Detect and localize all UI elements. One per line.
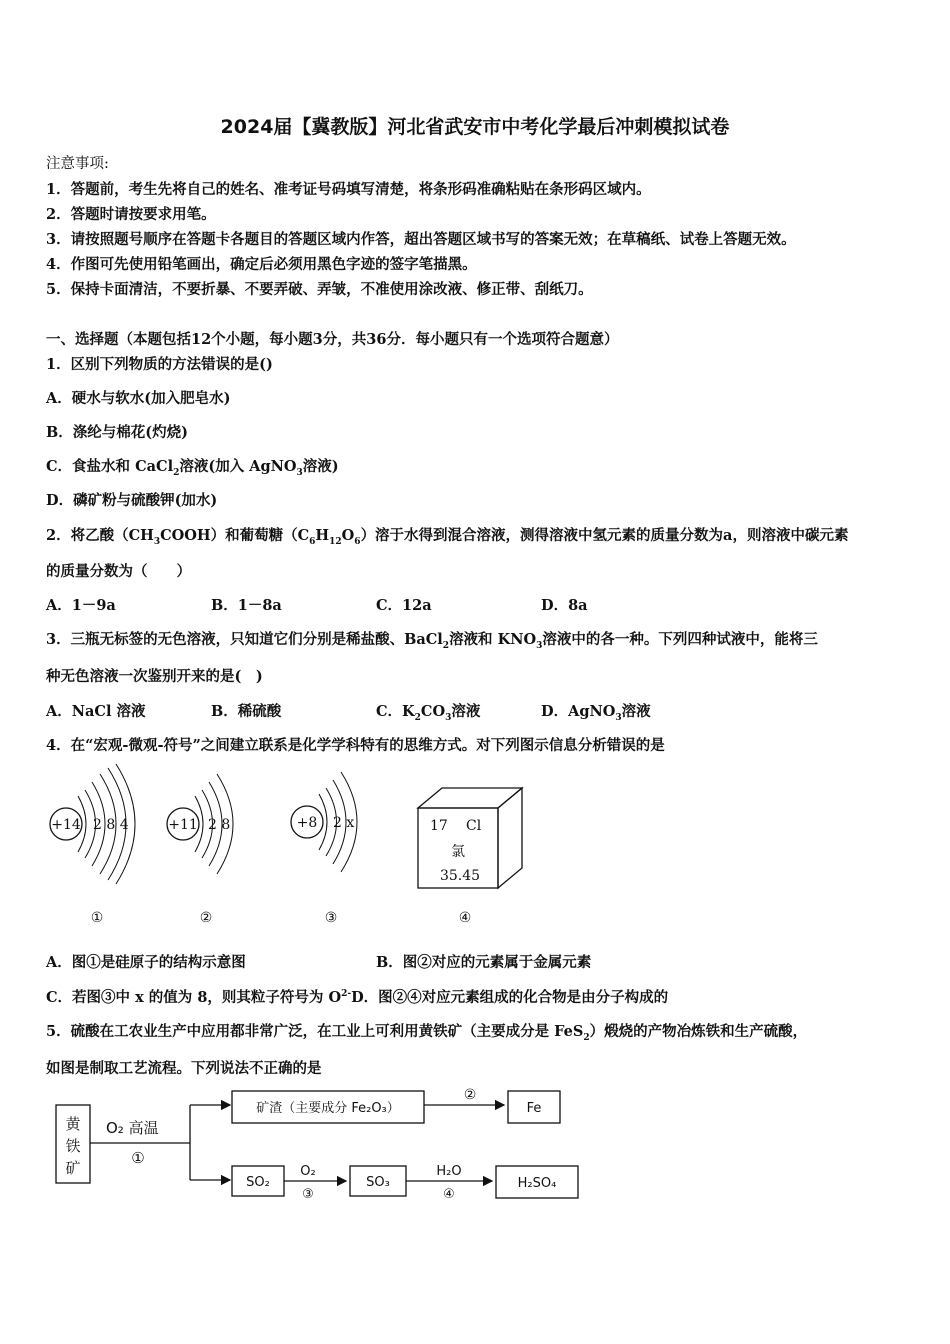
q4-figures — [40, 760, 550, 935]
q3-option-b: B．稀硫酸 — [211, 703, 282, 720]
q4-option-c-d — [46, 986, 668, 1007]
so3-label: SO₃ — [366, 1175, 390, 1190]
q2-option-c: C．12a — [376, 597, 432, 614]
notice-item-5: 5．保持卡面清洁，不要折暴、不要弄破、弄皱，不准使用涂改液、修正带、刮纸刀。 — [46, 281, 593, 298]
q4-option-c: C．若图③中 x 的值为 8，则其粒子符号为 $O^{2-}$ — [46, 989, 352, 1006]
atom2-label: ② — [199, 910, 213, 926]
q3-stem: 3．三瓶无标签的无色溶液，只知道它们分别是稀盐酸、BaCl$_2$溶液和 $KNO_3$溶液中的各一种。下列四种试液中，能将三 — [46, 631, 818, 651]
element-cell — [418, 788, 522, 926]
q2-stem-2: 的质量分数为（ ） — [46, 563, 191, 580]
atom2-shells: 2 8 — [208, 817, 231, 833]
fe-label: Fe — [526, 1101, 542, 1116]
o2-label: O₂ — [300, 1164, 316, 1179]
ore-char-1: 黄 — [65, 1115, 81, 1133]
q1-option-b: B．涤纶与棉花(灼烧) — [46, 424, 188, 441]
h2o-label: H₂O — [436, 1164, 462, 1179]
q1-option-a: A．硬水与软水(加入肥皂水) — [46, 390, 231, 407]
step1-label: ① — [131, 1149, 145, 1167]
q3-option-c: C．$K_2CO_3$溶液 — [376, 703, 481, 723]
notice-item-4: 4．作图可先使用铅笔画出，确定后必须用黑色字迹的签字笔描黑。 — [46, 256, 477, 273]
q5-stem-2: 如图是制取工艺流程。下列说法不正确的是 — [46, 1060, 322, 1077]
atom3-label: ③ — [324, 910, 338, 926]
notice-heading: 注意事项: — [46, 156, 109, 172]
element-name: 氯 — [451, 844, 465, 860]
q4-option-a: A．图①是硅原子的结构示意图 — [46, 954, 246, 971]
q2-option-a: A．1－9a — [46, 597, 116, 614]
notice-item-1: 1．答题前，考生先将自己的姓名、准考证号码填写清楚，将条形码准确粘贴在条形码区域内。 — [46, 181, 651, 198]
atom1-label: ① — [90, 910, 104, 926]
step2-label: ② — [463, 1087, 477, 1103]
atom-diagram-2 — [167, 774, 233, 926]
q1-stem: 1．区别下列物质的方法错误的是() — [46, 356, 273, 373]
q4-option-d: D．图②④对应元素组成的化合物是由分子构成的 — [351, 989, 669, 1006]
q5-process-flow — [50, 1085, 590, 1207]
ore-char-3: 矿 — [65, 1159, 81, 1177]
element-symbol: Cl — [466, 818, 482, 834]
element-mass: 35.45 — [439, 868, 481, 884]
slag-label: 矿渣（主要成分 Fe₂O₃） — [256, 1101, 400, 1116]
cond1-label: O₂ 高温 — [106, 1119, 159, 1137]
atom3-shells: 2 x — [333, 815, 355, 831]
ore-char-2: 铁 — [65, 1137, 81, 1155]
q4-option-b: B．图②对应的元素属于金属元素 — [376, 954, 592, 971]
step4-label: ④ — [443, 1187, 455, 1202]
atom2-nucleus: +11 — [168, 817, 198, 833]
atom3-nucleus: +8 — [296, 815, 318, 831]
q3-option-d: D．AgNO$_3$溶液 — [541, 703, 651, 723]
atom1-shells: 2 8 4 — [93, 817, 129, 833]
q2-stem: 2．将乙酸$(CH_3COOH)$和葡萄糖$(C_6H_{12}O_6)$溶于水得到混合溶液，测得溶液中氢元素的质量分数为a，则溶液中碳元素 — [46, 527, 849, 547]
step3-label: ③ — [302, 1187, 314, 1202]
section-heading: 一、选择题（本题包括12个小题，每小题3分，共36分．每小题只有一个选项符合题意） — [46, 331, 619, 348]
q4-stem: 4．在“宏观-微观-符号”之间建立联系是化学学科特有的思维方式。对下列图示信息分析错误的是 — [46, 737, 665, 754]
q3-stem-2: 种无色溶液一次鉴别开来的是( ) — [46, 668, 263, 685]
q2-option-b: B．1－8a — [211, 597, 282, 614]
atom-diagram-3 — [291, 772, 357, 926]
q1-option-d: D．磷矿粉与硫酸钾(加水) — [46, 492, 218, 509]
atom-diagram-1 — [50, 764, 135, 926]
q2-option-d: D．8a — [541, 597, 588, 614]
element-number: 17 — [430, 818, 448, 834]
notice-item-3: 3．请按照题号顺序在答题卡各题目的答题区域内作答，超出答题区域书写的答案无效；在草稿纸、试卷上答题无效。 — [46, 231, 796, 248]
h2so4-label: H₂SO₄ — [517, 1176, 557, 1191]
page-title: 2024届【冀教版】河北省武安市中考化学最后冲刺模拟试卷 — [220, 116, 730, 138]
notice-item-2: 2．答题时请按要求用笔。 — [46, 206, 216, 223]
element-label: ④ — [458, 910, 472, 926]
q3-option-a: A．NaCl 溶液 — [46, 703, 146, 720]
so2-label: SO₂ — [246, 1175, 270, 1190]
q5-stem: 5．硫酸在工农业生产中应用都非常广泛，在工业上可利用黄铁矿（主要成分是 FeS$_2$）煅烧的产物冶炼铁和生产硫酸， — [46, 1023, 808, 1043]
q1-option-c: C．食盐水和 CaCl$_2$溶液(加入 AgNO$_3$溶液) — [46, 458, 339, 478]
atom1-nucleus: +14 — [51, 817, 81, 833]
